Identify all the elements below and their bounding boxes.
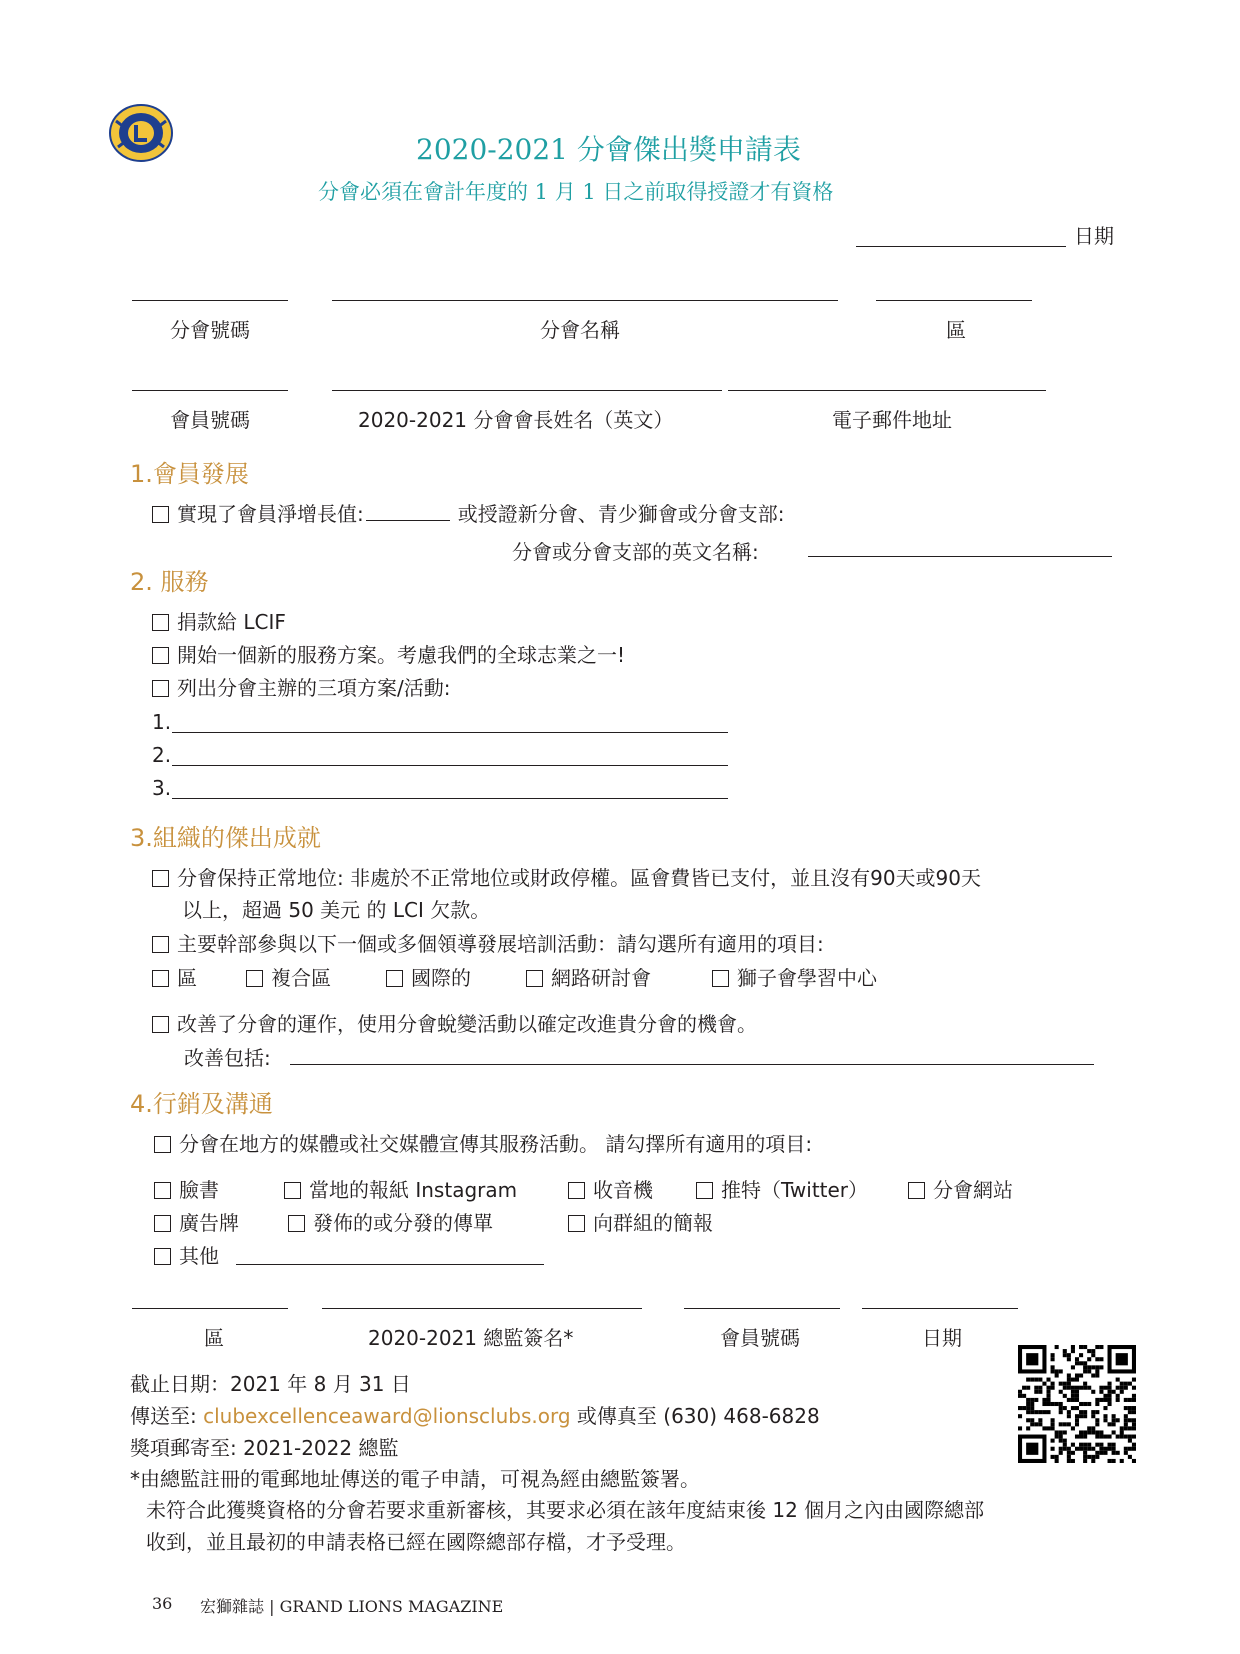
project-number-3: 3. <box>152 776 172 800</box>
signature-date-label: 日期 <box>922 1326 962 1350</box>
president-name-field[interactable] <box>332 390 722 391</box>
checkbox-icon[interactable] <box>154 1215 171 1232</box>
checkbox-icon[interactable] <box>284 1182 301 1199</box>
date-field[interactable] <box>856 246 1066 247</box>
option-newspaper-instagram: 當地的報紙 Instagram <box>284 1178 517 1202</box>
option-flyers: 發佈的或分發的傳單 <box>288 1211 493 1235</box>
qr-code-icon[interactable] <box>1018 1345 1136 1463</box>
section1-heading: 1.會員發展 <box>130 460 249 488</box>
checkbox-icon[interactable] <box>152 936 169 953</box>
page-subtitle: 分會必須在會計年度的 1 月 1 日之前取得授證才有資格 <box>318 180 834 204</box>
checkbox-icon[interactable] <box>152 970 169 987</box>
project-number-1: 1. <box>152 710 172 734</box>
option-facebook: 臉書 <box>154 1178 219 1202</box>
option-other: 其他 <box>154 1244 219 1268</box>
checkbox-icon[interactable] <box>154 1136 171 1153</box>
mail-to-text: 獎項郵寄至: 2021-2022 總監 <box>130 1436 399 1460</box>
checkbox-icon[interactable] <box>152 1016 169 1033</box>
checkbox-icon[interactable] <box>154 1182 171 1199</box>
email-label: 電子郵件地址 <box>832 408 952 432</box>
section2-heading: 2. 服務 <box>130 568 209 596</box>
checkbox-icon[interactable] <box>152 614 169 631</box>
checkbox-icon[interactable] <box>152 647 169 664</box>
checkbox-icon[interactable] <box>568 1182 585 1199</box>
governor-signature-field[interactable] <box>322 1308 642 1309</box>
improvement-label: 改善包括: <box>184 1046 271 1070</box>
checkbox-icon[interactable] <box>908 1182 925 1199</box>
section1-item1: 實現了會員淨增長值: 或授證新分會、青少獅會或分會支部: <box>152 502 785 526</box>
option-district: 區 <box>152 966 197 990</box>
branch-name-field[interactable] <box>808 556 1112 557</box>
district-field[interactable] <box>876 300 1032 301</box>
president-name-label: 2020-2021 分會會長姓名（英文） <box>358 408 674 432</box>
signature-district-label: 區 <box>204 1326 224 1350</box>
signature-member-number-label: 會員號碼 <box>720 1326 800 1350</box>
checkbox-icon[interactable] <box>386 970 403 987</box>
signature-note: *由總監註冊的電郵地址傳送的電子申請，可視為經由總監簽署。 <box>130 1467 700 1491</box>
checkbox-icon[interactable] <box>696 1182 713 1199</box>
district-label: 區 <box>946 318 966 342</box>
checkbox-icon[interactable] <box>246 970 263 987</box>
good-standing-item: 分會保持正常地位: 非處於不正常地位或財政停權。區會費皆已支付，並且沒有90天或90天 <box>152 866 981 890</box>
project-field-2[interactable] <box>172 765 728 766</box>
club-name-field[interactable] <box>332 300 838 301</box>
governor-signature-label: 2020-2021 總監簽名* <box>368 1326 574 1350</box>
net-growth-field[interactable] <box>366 520 450 521</box>
section4-heading: 4.行銷及溝通 <box>130 1090 273 1118</box>
checkbox-icon[interactable] <box>712 970 729 987</box>
option-webinar: 網路研討會 <box>526 966 651 990</box>
section3-heading: 3.組織的傑出成就 <box>130 824 321 852</box>
improvement-field[interactable] <box>290 1064 1094 1065</box>
club-number-label: 分會號碼 <box>170 318 250 342</box>
magazine-name: 宏獅雜誌 | GRAND LIONS MAGAZINE <box>200 1597 504 1616</box>
service-item-new-project: 開始一個新的服務方案。考慮我們的全球志業之一! <box>152 643 625 667</box>
project-field-1[interactable] <box>172 732 728 733</box>
other-field[interactable] <box>236 1264 544 1265</box>
option-presentation: 向群組的簡報 <box>568 1211 713 1235</box>
signature-district-field[interactable] <box>132 1308 288 1309</box>
checkbox-icon[interactable] <box>526 970 543 987</box>
option-international: 國際的 <box>386 966 471 990</box>
checkbox-icon[interactable] <box>568 1215 585 1232</box>
option-radio: 收音機 <box>568 1178 653 1202</box>
checkbox-icon[interactable] <box>154 1248 171 1265</box>
club-number-field[interactable] <box>132 300 288 301</box>
member-number-field[interactable] <box>132 390 288 391</box>
option-website: 分會網站 <box>908 1178 1013 1202</box>
good-standing-item-line2: 以上，超過 50 美元 的 LCI 欠款。 <box>182 898 491 922</box>
service-item-list-projects: 列出分會主辦的三項方案/活動: <box>152 676 450 700</box>
lions-logo-icon <box>108 103 174 163</box>
option-twitter: 推特（Twitter） <box>696 1178 868 1202</box>
checkbox-icon[interactable] <box>288 1215 305 1232</box>
date-label: 日期 <box>1074 224 1114 248</box>
page-title: 2020-2021 分會傑出獎申請表 <box>416 133 801 166</box>
checkbox-icon[interactable] <box>152 506 169 523</box>
email-field[interactable] <box>728 390 1046 391</box>
member-number-label: 會員號碼 <box>170 408 250 432</box>
deadline-text: 截止日期：2021 年 8 月 31 日 <box>130 1372 411 1396</box>
branch-name-label: 分會或分會支部的英文名稱: <box>512 540 759 564</box>
send-to-text: 傳送至: clubexcellenceaward@lionsclubs.org 或傳真至 (630) 468-6828 <box>130 1404 820 1428</box>
review-text-line1: 未符合此獲獎資格的分會若要求重新審核，其要求必須在該年度結束後 12 個月之內由國際總部 <box>146 1498 985 1522</box>
review-text-line2: 收到，並且最初的申請表格已經在國際總部存檔，才予受理。 <box>146 1530 686 1554</box>
media-item: 分會在地方的媒體或社交媒體宣傳其服務活動。 請勾擇所有適用的項目: <box>154 1132 812 1156</box>
signature-date-field[interactable] <box>862 1308 1018 1309</box>
option-multiple-district: 複合區 <box>246 966 331 990</box>
club-operations-item: 改善了分會的運作，使用分會蛻變活動以確定改進貴分會的機會。 <box>152 1012 757 1036</box>
service-item-lcif: 捐款給 LCIF <box>152 610 286 634</box>
checkbox-icon[interactable] <box>152 680 169 697</box>
email-link[interactable]: clubexcellenceaward@lionsclubs.org <box>203 1404 571 1428</box>
page-number: 36 <box>152 1594 173 1613</box>
project-field-3[interactable] <box>172 798 728 799</box>
leadership-item: 主要幹部參與以下一個或多個領導發展培訓活動：請勾選所有適用的項目: <box>152 932 824 956</box>
signature-member-number-field[interactable] <box>684 1308 840 1309</box>
option-learning-center: 獅子會學習中心 <box>712 966 877 990</box>
club-name-label: 分會名稱 <box>540 318 620 342</box>
option-billboard: 廣告牌 <box>154 1211 239 1235</box>
project-number-2: 2. <box>152 743 172 767</box>
checkbox-icon[interactable] <box>152 870 169 887</box>
